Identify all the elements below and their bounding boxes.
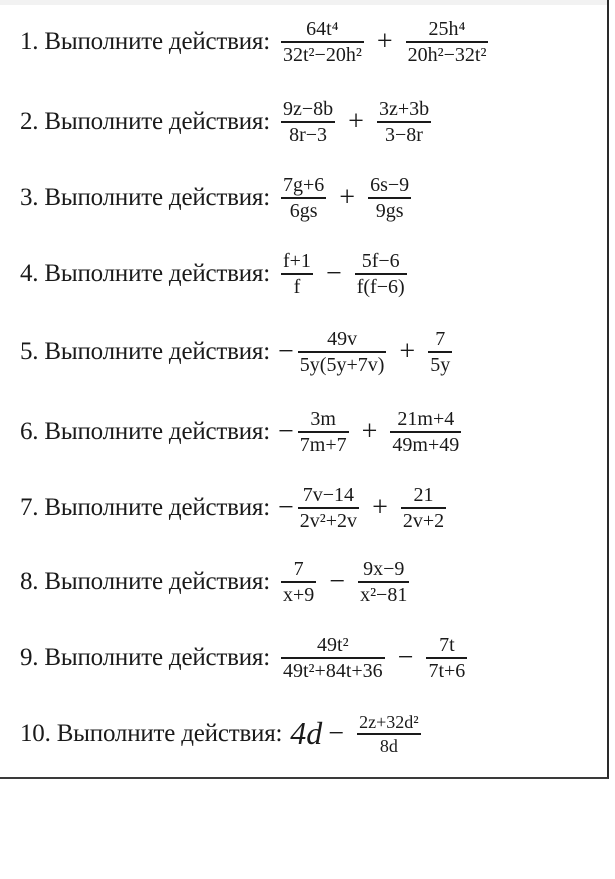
fraction-1 (281, 98, 335, 146)
task-10 (20, 712, 424, 756)
task-label: 6. Выполните действия: (20, 417, 270, 445)
denominator: 20h²−32t² (407, 43, 487, 66)
fraction-bar (298, 507, 359, 509)
numerator: 7 (435, 328, 446, 350)
denominator: f (293, 275, 301, 298)
fraction-bar (281, 657, 385, 659)
denominator: 9gs (375, 199, 404, 222)
fraction-bar (377, 121, 431, 123)
numerator: 5f−6 (361, 250, 400, 272)
task-8 (20, 558, 412, 606)
numerator: f+1 (282, 250, 311, 272)
task-label: 5. Выполните действия: (20, 337, 270, 365)
fraction-bar (281, 197, 326, 199)
leading-minus: − (277, 415, 294, 447)
fraction-bar (281, 121, 335, 123)
task-5 (20, 328, 455, 376)
fraction-bar (298, 351, 387, 353)
denominator: 6gs (289, 199, 318, 222)
fraction-bar (281, 41, 364, 43)
fraction-bar (368, 197, 411, 199)
denominator: 7m+7 (299, 433, 347, 456)
numerator: 2z+32d² (359, 712, 419, 732)
denominator: 49m+49 (392, 433, 460, 456)
numerator: 21m+4 (397, 408, 455, 430)
fraction-bar (357, 733, 421, 735)
task-1 (20, 18, 491, 66)
task-9 (20, 634, 470, 682)
task-label: 1. Выполните действия: (20, 27, 270, 55)
leading-term: 4d (290, 715, 323, 752)
fraction-bar (390, 431, 461, 433)
fraction-1 (281, 250, 313, 298)
fraction-2 (390, 408, 461, 456)
fraction-bar (401, 507, 446, 509)
denominator: x+9 (282, 583, 315, 606)
fraction-bar (406, 41, 489, 43)
denominator: 32t²−20h² (282, 43, 362, 66)
numerator: 6s−9 (370, 174, 410, 196)
numerator: 25h⁴ (428, 18, 466, 40)
task-label: 4. Выполните действия: (20, 259, 270, 287)
operator: − (397, 641, 414, 673)
denominator: 49t²+84t+36 (282, 659, 383, 682)
leading-minus: − (277, 335, 294, 367)
operator: + (399, 335, 416, 367)
fraction-2 (406, 18, 489, 66)
operator: + (372, 491, 388, 523)
fraction-bar (281, 273, 313, 275)
operator: − (328, 717, 345, 749)
operator: − (325, 257, 342, 289)
numerator: 7t (439, 634, 455, 656)
numerator: 7 (293, 558, 304, 580)
fraction-1 (281, 558, 316, 606)
fraction-bar (355, 273, 407, 275)
fraction-2 (426, 634, 467, 682)
task-2 (20, 98, 434, 146)
denominator: 2v²+2v (299, 509, 358, 532)
denominator: f(f−6) (356, 275, 405, 298)
task-label: 8. Выполните действия: (20, 567, 270, 595)
fraction-1 (298, 484, 359, 532)
task-4 (20, 250, 410, 298)
fraction-1 (298, 408, 349, 456)
task-label: 9. Выполните действия: (20, 643, 270, 671)
numerator: 9x−9 (363, 558, 405, 580)
task-label: 7. Выполните действия: (20, 493, 270, 521)
task-3 (20, 174, 414, 222)
numerator: 3m (310, 408, 336, 430)
denominator: 8d (379, 735, 398, 756)
fraction-2 (358, 558, 409, 606)
operator: + (361, 415, 378, 447)
fraction-bar (428, 351, 452, 353)
denominator: 3−8r (385, 123, 423, 146)
fraction-1 (281, 174, 326, 222)
denominator: 2v+2 (402, 509, 445, 532)
fraction-bar (358, 581, 409, 583)
denominator: 8r−3 (289, 123, 328, 146)
task-label: 2. Выполните действия: (20, 107, 270, 135)
operator: + (339, 181, 356, 213)
numerator: 49v (327, 328, 358, 350)
fraction-1 (281, 18, 364, 66)
fraction-2 (401, 484, 446, 532)
fraction-2 (428, 328, 452, 376)
numerator: 3z+3b (378, 98, 430, 120)
numerator: 7v−14 (302, 484, 355, 506)
denominator: x²−81 (360, 583, 408, 606)
top-edge (0, 0, 607, 5)
operator: + (376, 25, 393, 57)
fraction-2 (357, 712, 421, 756)
numerator: 9z−8b (282, 98, 334, 120)
fraction-1 (298, 328, 387, 376)
fraction-bar (426, 657, 467, 659)
fraction-1 (281, 634, 385, 682)
denominator: 7t+6 (428, 659, 466, 682)
fraction-2 (377, 98, 431, 146)
numerator: 64t⁴ (306, 18, 339, 40)
task-label: 3. Выполните действия: (20, 183, 270, 211)
operator: − (329, 565, 346, 597)
numerator: 21 (413, 484, 434, 506)
fraction-2 (355, 250, 407, 298)
task-7 (20, 484, 449, 532)
numerator: 49t² (317, 634, 349, 656)
task-label: 10. Выполните действия: (20, 719, 283, 747)
task-6 (20, 408, 464, 456)
operator: + (348, 105, 364, 137)
leading-minus: − (277, 491, 294, 523)
fraction-bar (298, 431, 349, 433)
denominator: 5y(5y+7v) (299, 353, 385, 376)
fraction-2 (368, 174, 411, 222)
numerator: 7g+6 (282, 174, 325, 196)
fraction-bar (281, 581, 316, 583)
denominator: 5y (430, 353, 451, 376)
